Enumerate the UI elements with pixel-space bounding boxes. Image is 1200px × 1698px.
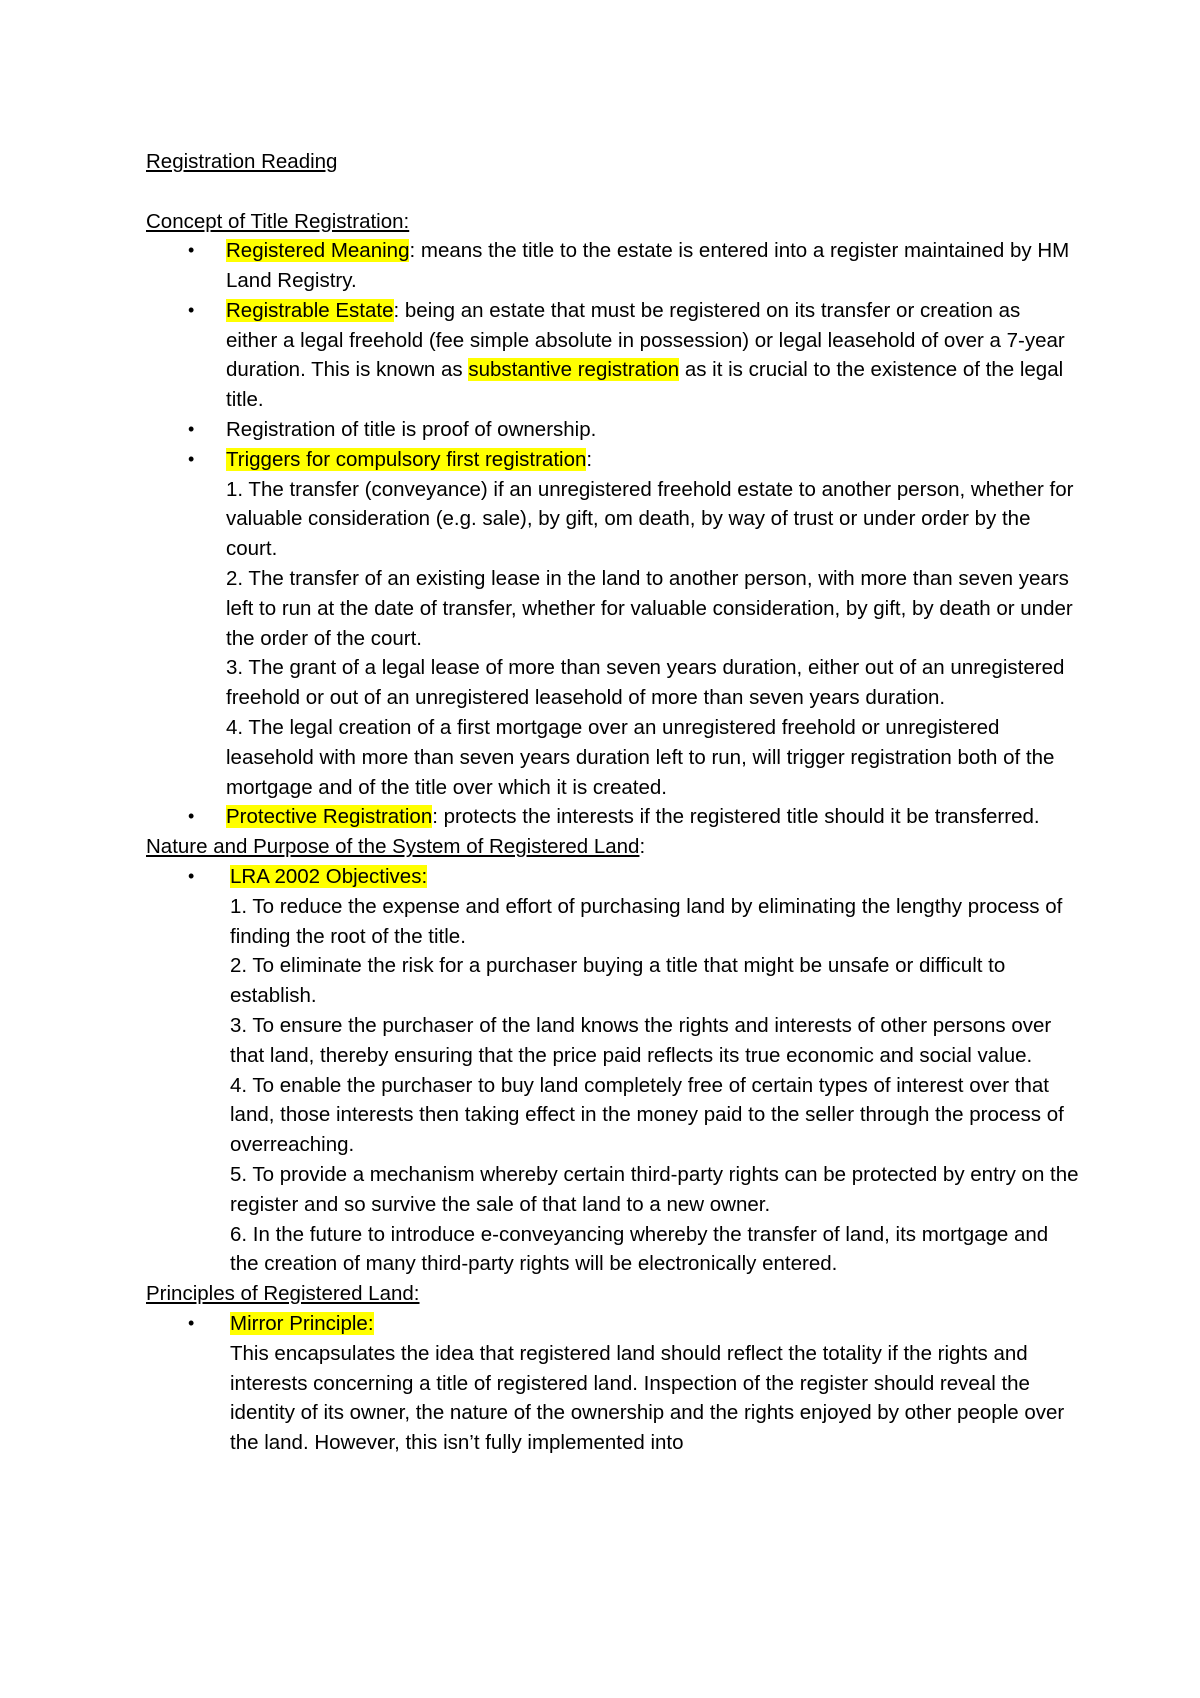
- paragraph-text: This encapsulates the idea that registered land should reflect the totality if the rights and interests concerning a title of registered land. Inspection of the register should reveal the identity of its owner, the nature of the ownership and the rights enjoyed by other people over the land. However, this isn’t fully implemented into: [230, 1341, 1065, 1455]
- list-item: [146, 415, 1076, 445]
- item-text: Registration of title is proof of ownership.: [226, 418, 597, 442]
- highlighted-term: Registrable Estate: [226, 298, 394, 322]
- list-item: [146, 1309, 1080, 1458]
- highlighted-term: Registered Meaning: [226, 239, 410, 263]
- bullet-list: [146, 1309, 1080, 1458]
- highlighted-term: Protective Registration: [226, 805, 433, 829]
- bullet-list: [146, 862, 1080, 1279]
- bullet-icon: •: [188, 866, 195, 887]
- numbered-point: 2. To eliminate the risk for a purchaser buying a title that might be unsafe or difficult to establish.: [230, 954, 1006, 1008]
- numbered-point: 6. In the future to introduce e-conveyancing whereby the transfer of land, its mortgage and the creation of many third-party rights will be electronically entered.: [230, 1222, 1049, 1276]
- item-text: :: [586, 447, 593, 471]
- item-text-continued: as it is crucial to the existence of the legal title.: [226, 358, 1064, 412]
- list-item: [146, 445, 1076, 803]
- list-item: [146, 296, 1076, 415]
- bullet-icon: •: [188, 419, 195, 440]
- item-text: : being an estate that must be registered on its transfer or creation as either a legal freehold (fee simple absolute in possession) or legal leasehold of over a 7-year duration. This is known as: [226, 298, 1065, 382]
- bullet-icon: •: [188, 806, 195, 827]
- section-heading-text: Nature and Purpose of the System of Registered Land: [146, 835, 640, 859]
- list-item: [146, 802, 1076, 832]
- highlighted-term: Triggers for compulsory first registration: [226, 447, 587, 471]
- numbered-point: 5. To provide a mechanism whereby certain third-party rights can be protected by entry on the register and so survive the sale of that land to a new owner.: [230, 1163, 1079, 1216]
- section-heading-text: Concept of Title Registration:: [146, 209, 410, 233]
- highlighted-term: Mirror Principle:: [230, 1311, 374, 1335]
- numbered-point: 4. The legal creation of a first mortgage over an unregistered freehold or unregistered leasehold with more than seven years duration left to run, will trigger registration both of the mortgage and of the title over which it is created.: [226, 716, 1055, 799]
- numbered-point: 2. The transfer of an existing lease in the land to another person, with more than seven years left to run at the date of transfer, whether for valuable consideration, by gift, by death or under the order of the court.: [226, 567, 1073, 650]
- bullet-icon: •: [188, 240, 195, 261]
- numbered-point: 4. To enable the purchaser to buy land completely free of certain types of interest over that land, those interests then taking effect in the money paid to the seller through the process of overreaching.: [230, 1073, 1064, 1157]
- section-heading-suffix: :: [639, 835, 646, 859]
- bullet-icon: •: [188, 448, 195, 469]
- item-text: : protects the interests if the registered title should it be transferred.: [432, 805, 1040, 829]
- bullet-icon: •: [188, 299, 195, 320]
- list-item: [146, 862, 1080, 1279]
- highlighted-phrase: substantive registration: [468, 358, 680, 382]
- numbered-point: 3. To ensure the purchaser of the land knows the rights and interests of other persons over that land, thereby ensuring that the price paid reflects its true economic and social value.: [230, 1014, 1052, 1067]
- numbered-point: 3. The grant of a legal lease of more than seven years duration, either out of an unregistered freehold or out of an unregistered leasehold of more than seven years duration.: [226, 656, 1065, 710]
- list-item: [146, 236, 1076, 296]
- highlighted-term: LRA 2002 Objectives:: [230, 865, 428, 889]
- section-heading-text: Principles of Registered Land:: [146, 1282, 420, 1306]
- numbered-point: 1. To reduce the expense and effort of purchasing land by eliminating the lengthy process of finding the root of the title.: [230, 894, 1063, 948]
- document-title: Registration Reading: [146, 150, 338, 173]
- blank-line: [146, 177, 1080, 207]
- numbered-point: 1. The transfer (conveyance) if an unregistered freehold estate to another person, whether for valuable consideration (e.g. sale), by gift, om death, by way of trust or under order by the court.: [226, 477, 1074, 561]
- bullet-icon: •: [188, 1312, 195, 1333]
- section-heading-principles: [146, 1279, 1080, 1309]
- section-heading-nature: [146, 832, 1080, 862]
- item-text: : means the title to the estate is entered into a register maintained by HM Land Registry.: [226, 239, 1070, 293]
- section-heading-concept: [146, 207, 1080, 237]
- bullet-list: [146, 236, 1080, 832]
